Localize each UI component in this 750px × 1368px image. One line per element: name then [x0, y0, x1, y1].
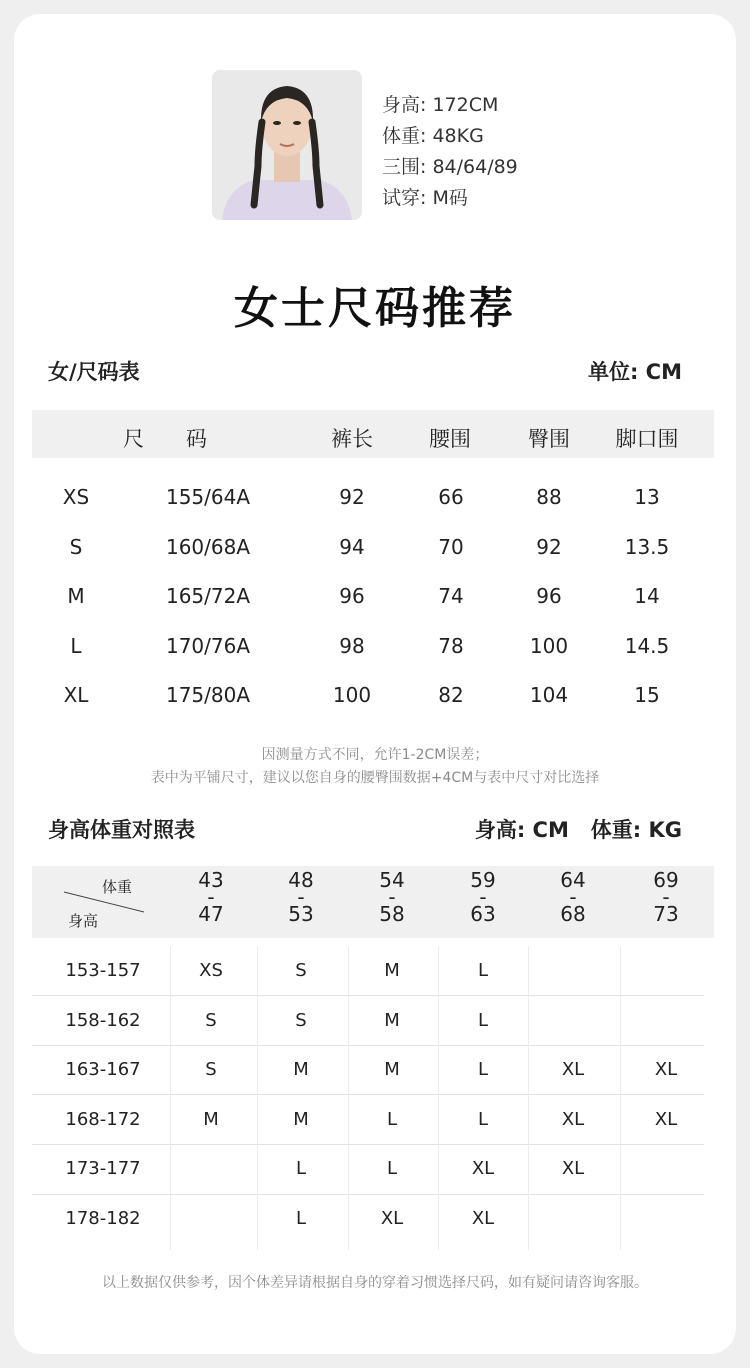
size-recommend-cell: L [295, 1208, 307, 1229]
wh-row [0, 1208, 750, 1238]
page-title: 女士尺码推荐 [234, 283, 516, 334]
size-cell: 96 [536, 584, 562, 608]
height-range-cell: 158-162 [65, 1010, 141, 1031]
size-cell: 100 [529, 634, 569, 658]
size-recommend-cell: XL [471, 1158, 495, 1179]
corner-weight-label: 体重 [102, 878, 133, 896]
size-cell: 165/72A [165, 584, 251, 608]
weight-range-header [626, 868, 706, 926]
grid-hline [32, 1045, 704, 1046]
corner-height-label: 身高 [68, 912, 99, 930]
model-weight: 体重: 48KG [382, 125, 484, 147]
size-recommend-cell: M [293, 1109, 309, 1130]
weight-range-from: 54 [379, 868, 405, 892]
height-range-cell: 173-177 [65, 1158, 141, 1179]
wh-row [0, 1158, 750, 1188]
weight-range-from: 64 [560, 868, 586, 892]
size-recommend-cell: L [477, 960, 489, 981]
header-hip: 臀围 [528, 427, 570, 451]
size-recommend-cell: XL [380, 1208, 404, 1229]
height-range-cell: 178-182 [65, 1208, 141, 1229]
size-recommend-cell: S [205, 1010, 217, 1031]
weight-range-dash: - [388, 885, 396, 909]
size-recommend-cell: M [384, 1010, 400, 1031]
model-tried-size: 试穿: M码 [382, 187, 468, 209]
size-row [0, 535, 750, 565]
weight-range-to: 53 [288, 902, 314, 926]
size-cell: M [67, 584, 85, 608]
size-cell: S [69, 535, 83, 559]
size-cell: 160/68A [165, 535, 251, 559]
size-cell: 155/64A [165, 485, 251, 509]
wh-table-unit: 身高: CM 体重: KG [474, 818, 682, 842]
size-recommend-cell: M [384, 960, 400, 981]
size-recommend-cell: XL [654, 1109, 678, 1130]
size-recommend-cell: L [295, 1158, 307, 1179]
size-recommend-cell: XL [561, 1158, 585, 1179]
size-cell: 13 [634, 485, 660, 509]
wh-row [0, 1109, 750, 1139]
size-recommend-cell: M [384, 1059, 400, 1080]
size-recommend-cell: XS [199, 960, 223, 981]
size-recommend-cell: S [205, 1059, 217, 1080]
size-recommend-cell: M [293, 1059, 309, 1080]
size-recommend-cell: S [295, 1010, 307, 1031]
grid-hline [32, 1194, 704, 1195]
size-table-unit: 单位: CM [587, 360, 682, 384]
weight-range-from: 48 [288, 868, 314, 892]
size-cell: 88 [536, 485, 562, 509]
size-cell: 92 [339, 485, 365, 509]
height-range-cell: 163-167 [65, 1059, 141, 1080]
header-waist: 腰围 [429, 427, 471, 451]
size-cell: 15 [634, 683, 660, 707]
height-range-cell: 153-157 [65, 960, 141, 981]
model-info [382, 90, 518, 214]
header-length: 裤长 [331, 427, 373, 451]
size-cell: 94 [339, 535, 365, 559]
grid-vline [348, 946, 349, 1250]
size-cell: 96 [339, 584, 365, 608]
size-row [0, 683, 750, 713]
size-cell: 100 [332, 683, 372, 707]
size-recommend-cell: L [386, 1109, 398, 1130]
size-recommend-cell: L [477, 1109, 489, 1130]
grid-vline [620, 946, 621, 1250]
size-cell: 13.5 [624, 535, 670, 559]
grid-hline [32, 1144, 704, 1145]
weight-range-to: 68 [560, 902, 586, 926]
wh-row [0, 1059, 750, 1089]
size-table-title: 女/尺码表 [48, 360, 140, 384]
size-recommend-cell: XL [471, 1208, 495, 1229]
grid-hline [32, 1094, 704, 1095]
size-recommend-cell: L [386, 1158, 398, 1179]
grid-vline [257, 946, 258, 1250]
size-cell: 66 [438, 485, 464, 509]
size-note-2: 表中为平铺尺寸，建议以您自身的腰臀围数据+4CM与表中尺寸对比选择 [150, 770, 600, 786]
size-cell: L [70, 634, 82, 658]
size-recommend-cell: M [203, 1109, 219, 1130]
model-measurements: 三围: 84/64/89 [382, 156, 518, 178]
weight-range-from: 69 [653, 868, 679, 892]
size-cell: XS [62, 485, 90, 509]
weight-range-header [352, 868, 432, 926]
weight-range-dash: - [479, 885, 487, 909]
weight-range-dash: - [297, 885, 305, 909]
size-cell: 78 [438, 634, 464, 658]
grid-vline [170, 946, 171, 1250]
weight-range-to: 73 [653, 902, 679, 926]
weight-range-dash: - [207, 885, 215, 909]
size-cell: 14.5 [624, 634, 670, 658]
model-height: 身高: 172CM [382, 94, 499, 116]
size-row [0, 485, 750, 515]
size-cell: 175/80A [165, 683, 251, 707]
size-row [0, 584, 750, 614]
size-recommend-cell: L [477, 1059, 489, 1080]
wh-table-title: 身高体重对照表 [48, 818, 195, 842]
size-cell: 170/76A [165, 634, 251, 658]
grid-vline [438, 946, 439, 1250]
size-cell: 92 [536, 535, 562, 559]
weight-range-to: 63 [470, 902, 496, 926]
footer-note: 以上数据仅供参考，因个体差异请根据自身的穿着习惯选择尺码，如有疑问请咨询客服。 [102, 1275, 648, 1291]
grid-vline [528, 946, 529, 1250]
header-size: 尺 码 [123, 427, 207, 451]
size-cell: 98 [339, 634, 365, 658]
weight-range-from: 43 [198, 868, 224, 892]
header-hem: 脚口围 [615, 427, 679, 451]
model-photo [212, 70, 362, 220]
weight-range-to: 47 [198, 902, 224, 926]
size-cell: 82 [438, 683, 464, 707]
size-cell: 14 [634, 584, 660, 608]
wh-grid-lines [32, 946, 704, 1250]
weight-range-from: 59 [470, 868, 496, 892]
size-recommend-cell: XL [561, 1059, 585, 1080]
weight-range-header [533, 868, 613, 926]
weight-range-header [443, 868, 523, 926]
wh-row [0, 960, 750, 990]
size-cell: 74 [438, 584, 464, 608]
size-recommend-cell: XL [561, 1109, 585, 1130]
size-recommend-cell: S [295, 960, 307, 981]
weight-range-header [171, 868, 251, 926]
height-range-cell: 168-172 [65, 1109, 141, 1130]
size-note-1: 因测量方式不同，允许1-2CM误差； [261, 747, 489, 763]
size-cell: 104 [529, 683, 569, 707]
weight-range-dash: - [569, 885, 577, 909]
wh-row [0, 1010, 750, 1040]
size-cell: XL [63, 683, 89, 707]
size-recommend-cell: XL [654, 1059, 678, 1080]
weight-range-header [261, 868, 341, 926]
size-cell: 70 [438, 535, 464, 559]
weight-range-dash: - [662, 885, 670, 909]
size-recommend-cell: L [477, 1010, 489, 1031]
grid-hline [32, 995, 704, 996]
weight-range-to: 58 [379, 902, 405, 926]
size-row [0, 634, 750, 664]
